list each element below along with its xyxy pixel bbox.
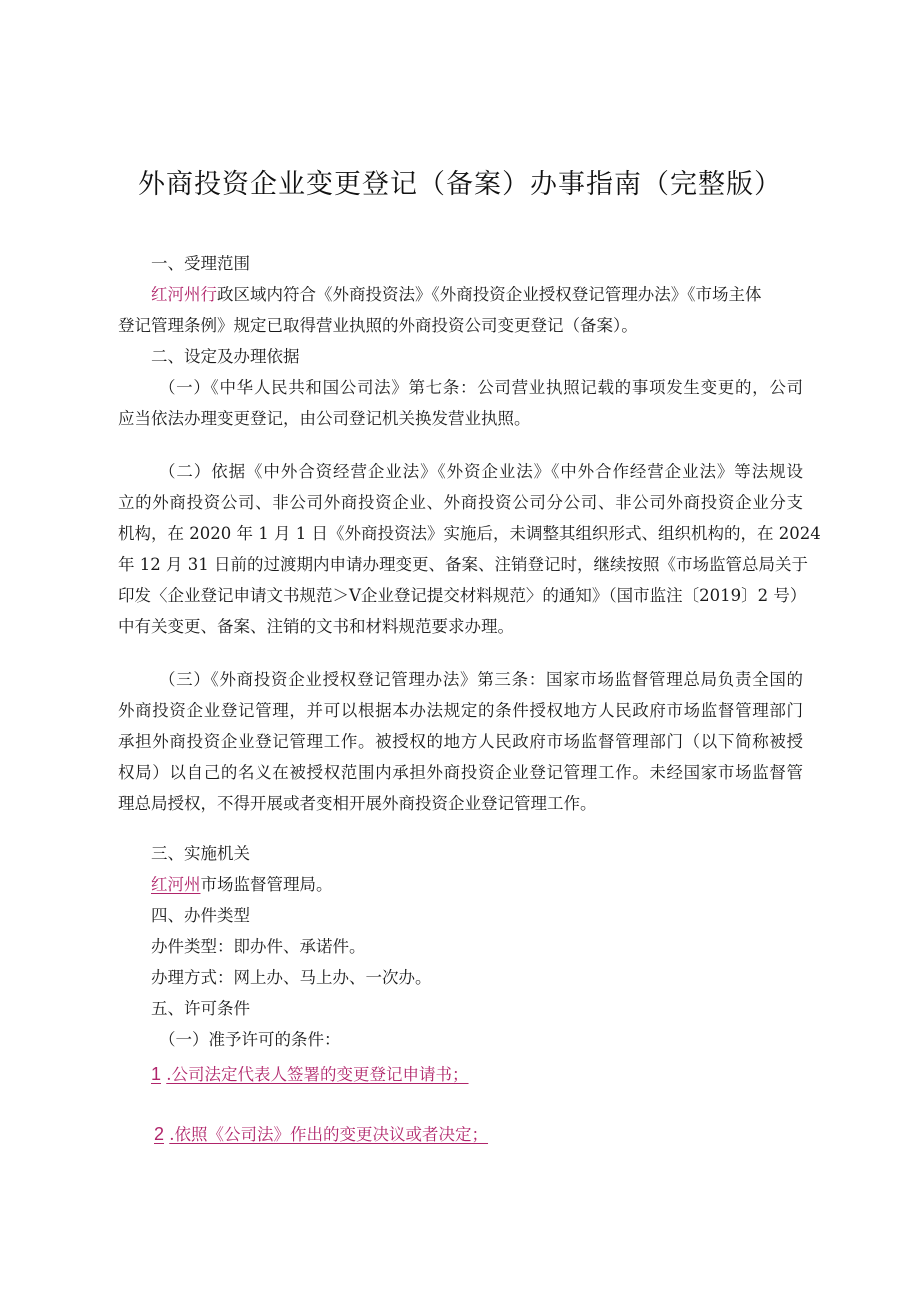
basis-p2-line: 年 12 月 31 日前的过渡期内申请办理变更、备案、注销登记时，继续按照《市场监管总局关于 [118, 555, 808, 574]
basis-p2-line: （二）依据《中外合资经营企业法》《外资企业法》《中外合作经营企业法》等法规设 [159, 462, 803, 481]
basis-p3-line: 理总局授权，不得开展或者变相开展外商投资企业登记管理工作。 [118, 794, 597, 813]
condition-item [151, 1064, 469, 1085]
handling-type: 办件类型：即办件、承诺件。 [151, 937, 366, 956]
scope-line-2: 登记管理条例》规定已取得营业执照的外商投资公司变更登记（备案）。 [118, 316, 638, 335]
basis-p1-line: 应当依法办理变更登记，由公司登记机关换发营业执照。 [118, 409, 531, 428]
region-name: 红河州 [151, 285, 201, 304]
condition-item [154, 1124, 488, 1145]
basis-p2-line: 立的外商投资公司、非公司外商投资企业、外商投资公司分公司、非公司外商投资企业分支 [118, 493, 803, 512]
basis-p2-line: 印发〈企业登记申请文书规范＞Ⅴ企业登记提交材料规范〉的通知》（国市监注〔2019〕2 号） [118, 586, 807, 605]
condition-text: .依照《公司法》作出的变更决议或者决定； [169, 1125, 489, 1144]
section-heading-type: 四、办件类型 [151, 906, 250, 925]
agency-region: 红河州 [151, 875, 201, 894]
basis-p2-line: 机构，在 2020 年 1 月 1 日《外商投资法》实施后，未调整其组织形式、组织机构的，在 2024 [118, 524, 821, 543]
region-name-tail: 行 [200, 285, 217, 304]
agency-name: 市场监督管理局。 [200, 875, 333, 894]
scope-line-1-text: 政区域内符合《外商投资法》《外商投资企业授权登记管理办法》《市场主体 [217, 285, 762, 304]
basis-p3-line: （三）《外商投资企业授权登记管理办法》第三条：国家市场监督管理总局负责全国的 [159, 670, 803, 689]
section-heading-agency: 三、实施机关 [151, 844, 250, 863]
page-title: 外商投资企业变更登记（备案）办事指南（完整版） [138, 169, 782, 200]
section-heading-conditions: 五、许可条件 [151, 999, 250, 1018]
conditions-subheading: （一）准予许可的条件： [159, 1030, 341, 1049]
scope-line-1 [151, 285, 803, 305]
basis-p3-line: 权局）以自己的名义在被授权范围内承担外商投资企业登记管理工作。未经国家市场监督管 [118, 763, 803, 782]
basis-p3-line: 外商投资企业登记管理，并可以根据本办法规定的条件授权地方人民政府市场监督管理部门 [118, 701, 803, 720]
condition-text: .公司法定代表人签署的变更登记申请书； [166, 1065, 469, 1084]
condition-number: 1 [151, 1064, 162, 1084]
section-heading-scope: 一、受理范围 [151, 254, 250, 273]
condition-number: 2 [154, 1124, 165, 1144]
basis-p1-line: （一）《中华人民共和国公司法》第七条：公司营业执照记载的事项发生变更的，公司 [159, 378, 803, 397]
handling-method: 办理方式：网上办、马上办、一次办。 [151, 968, 432, 987]
section-heading-basis: 二、设定及办理依据 [151, 347, 300, 366]
basis-p3-line: 承担外商投资企业登记管理工作。被授权的地方人民政府市场监督管理部门（以下简称被授 [118, 732, 803, 751]
basis-p2-line: 中有关变更、备案、注销的文书和材料规范要求办理。 [118, 617, 514, 636]
agency-line [151, 875, 333, 895]
